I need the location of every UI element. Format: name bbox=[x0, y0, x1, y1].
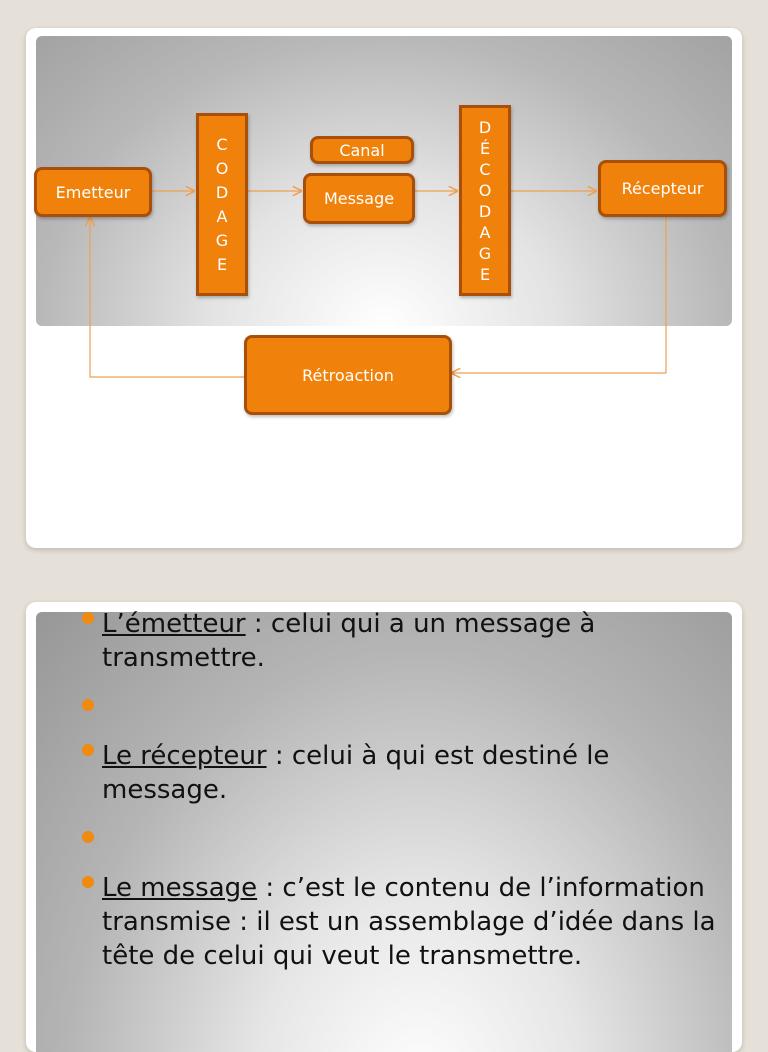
diagram-connectors bbox=[26, 28, 742, 548]
empty-bullet bbox=[76, 831, 726, 851]
bullet-dot bbox=[82, 612, 94, 624]
empty-bullet bbox=[76, 699, 726, 719]
decodage-letter: G bbox=[478, 243, 492, 263]
message-label: Message bbox=[323, 189, 395, 208]
definition-text: : celui qui a un message à transmettre. bbox=[102, 609, 596, 673]
codage-letter: O bbox=[215, 158, 229, 178]
definitions-list bbox=[76, 607, 726, 997]
definition-term: Le récepteur bbox=[102, 741, 267, 771]
definition-text: : c’est le contenu de l’information transmise : il est un assemblage d’idée dans la tête de celui qui veut le transmettre. bbox=[102, 873, 716, 971]
bullet-dot bbox=[82, 744, 94, 756]
emetteur-box bbox=[34, 167, 152, 217]
definition-item-message bbox=[76, 871, 726, 973]
codage-letter: E bbox=[216, 254, 228, 274]
decodage-letter: D bbox=[478, 201, 492, 221]
retroaction-box bbox=[244, 335, 452, 415]
recepteur-box bbox=[598, 160, 727, 217]
canal-box bbox=[310, 136, 414, 164]
recepteur-label: Récepteur bbox=[621, 179, 704, 198]
definition-item-emetteur bbox=[76, 607, 726, 675]
decodage-letter: A bbox=[479, 222, 491, 242]
definition-term: Le message bbox=[102, 873, 258, 903]
canal-label: Canal bbox=[339, 140, 385, 160]
decodage-letter: D bbox=[478, 117, 492, 137]
decodage-box bbox=[459, 105, 511, 296]
codage-letter: G bbox=[215, 230, 229, 250]
decodage-letter: É bbox=[479, 138, 491, 158]
diagram-slide bbox=[26, 28, 742, 548]
definition-term: L’émetteur bbox=[102, 609, 246, 639]
bullet-dot bbox=[82, 831, 94, 843]
message-box bbox=[303, 173, 415, 224]
decodage-letter: C bbox=[479, 159, 491, 179]
codage-letter: C bbox=[216, 134, 228, 154]
bullet-dot bbox=[82, 876, 94, 888]
codage-letter: A bbox=[216, 206, 228, 226]
definitions-slide bbox=[26, 602, 742, 1052]
bullet-dot bbox=[82, 699, 94, 711]
retroaction-label: Rétroaction bbox=[302, 365, 394, 385]
decodage-letter: O bbox=[478, 180, 492, 200]
definition-text: : celui à qui est destiné le message. bbox=[102, 741, 610, 805]
codage-box bbox=[196, 113, 248, 296]
emetteur-label: Emetteur bbox=[55, 182, 131, 202]
codage-letter: D bbox=[215, 182, 229, 202]
definition-item-recepteur bbox=[76, 739, 726, 807]
decodage-letter: E bbox=[479, 264, 491, 284]
